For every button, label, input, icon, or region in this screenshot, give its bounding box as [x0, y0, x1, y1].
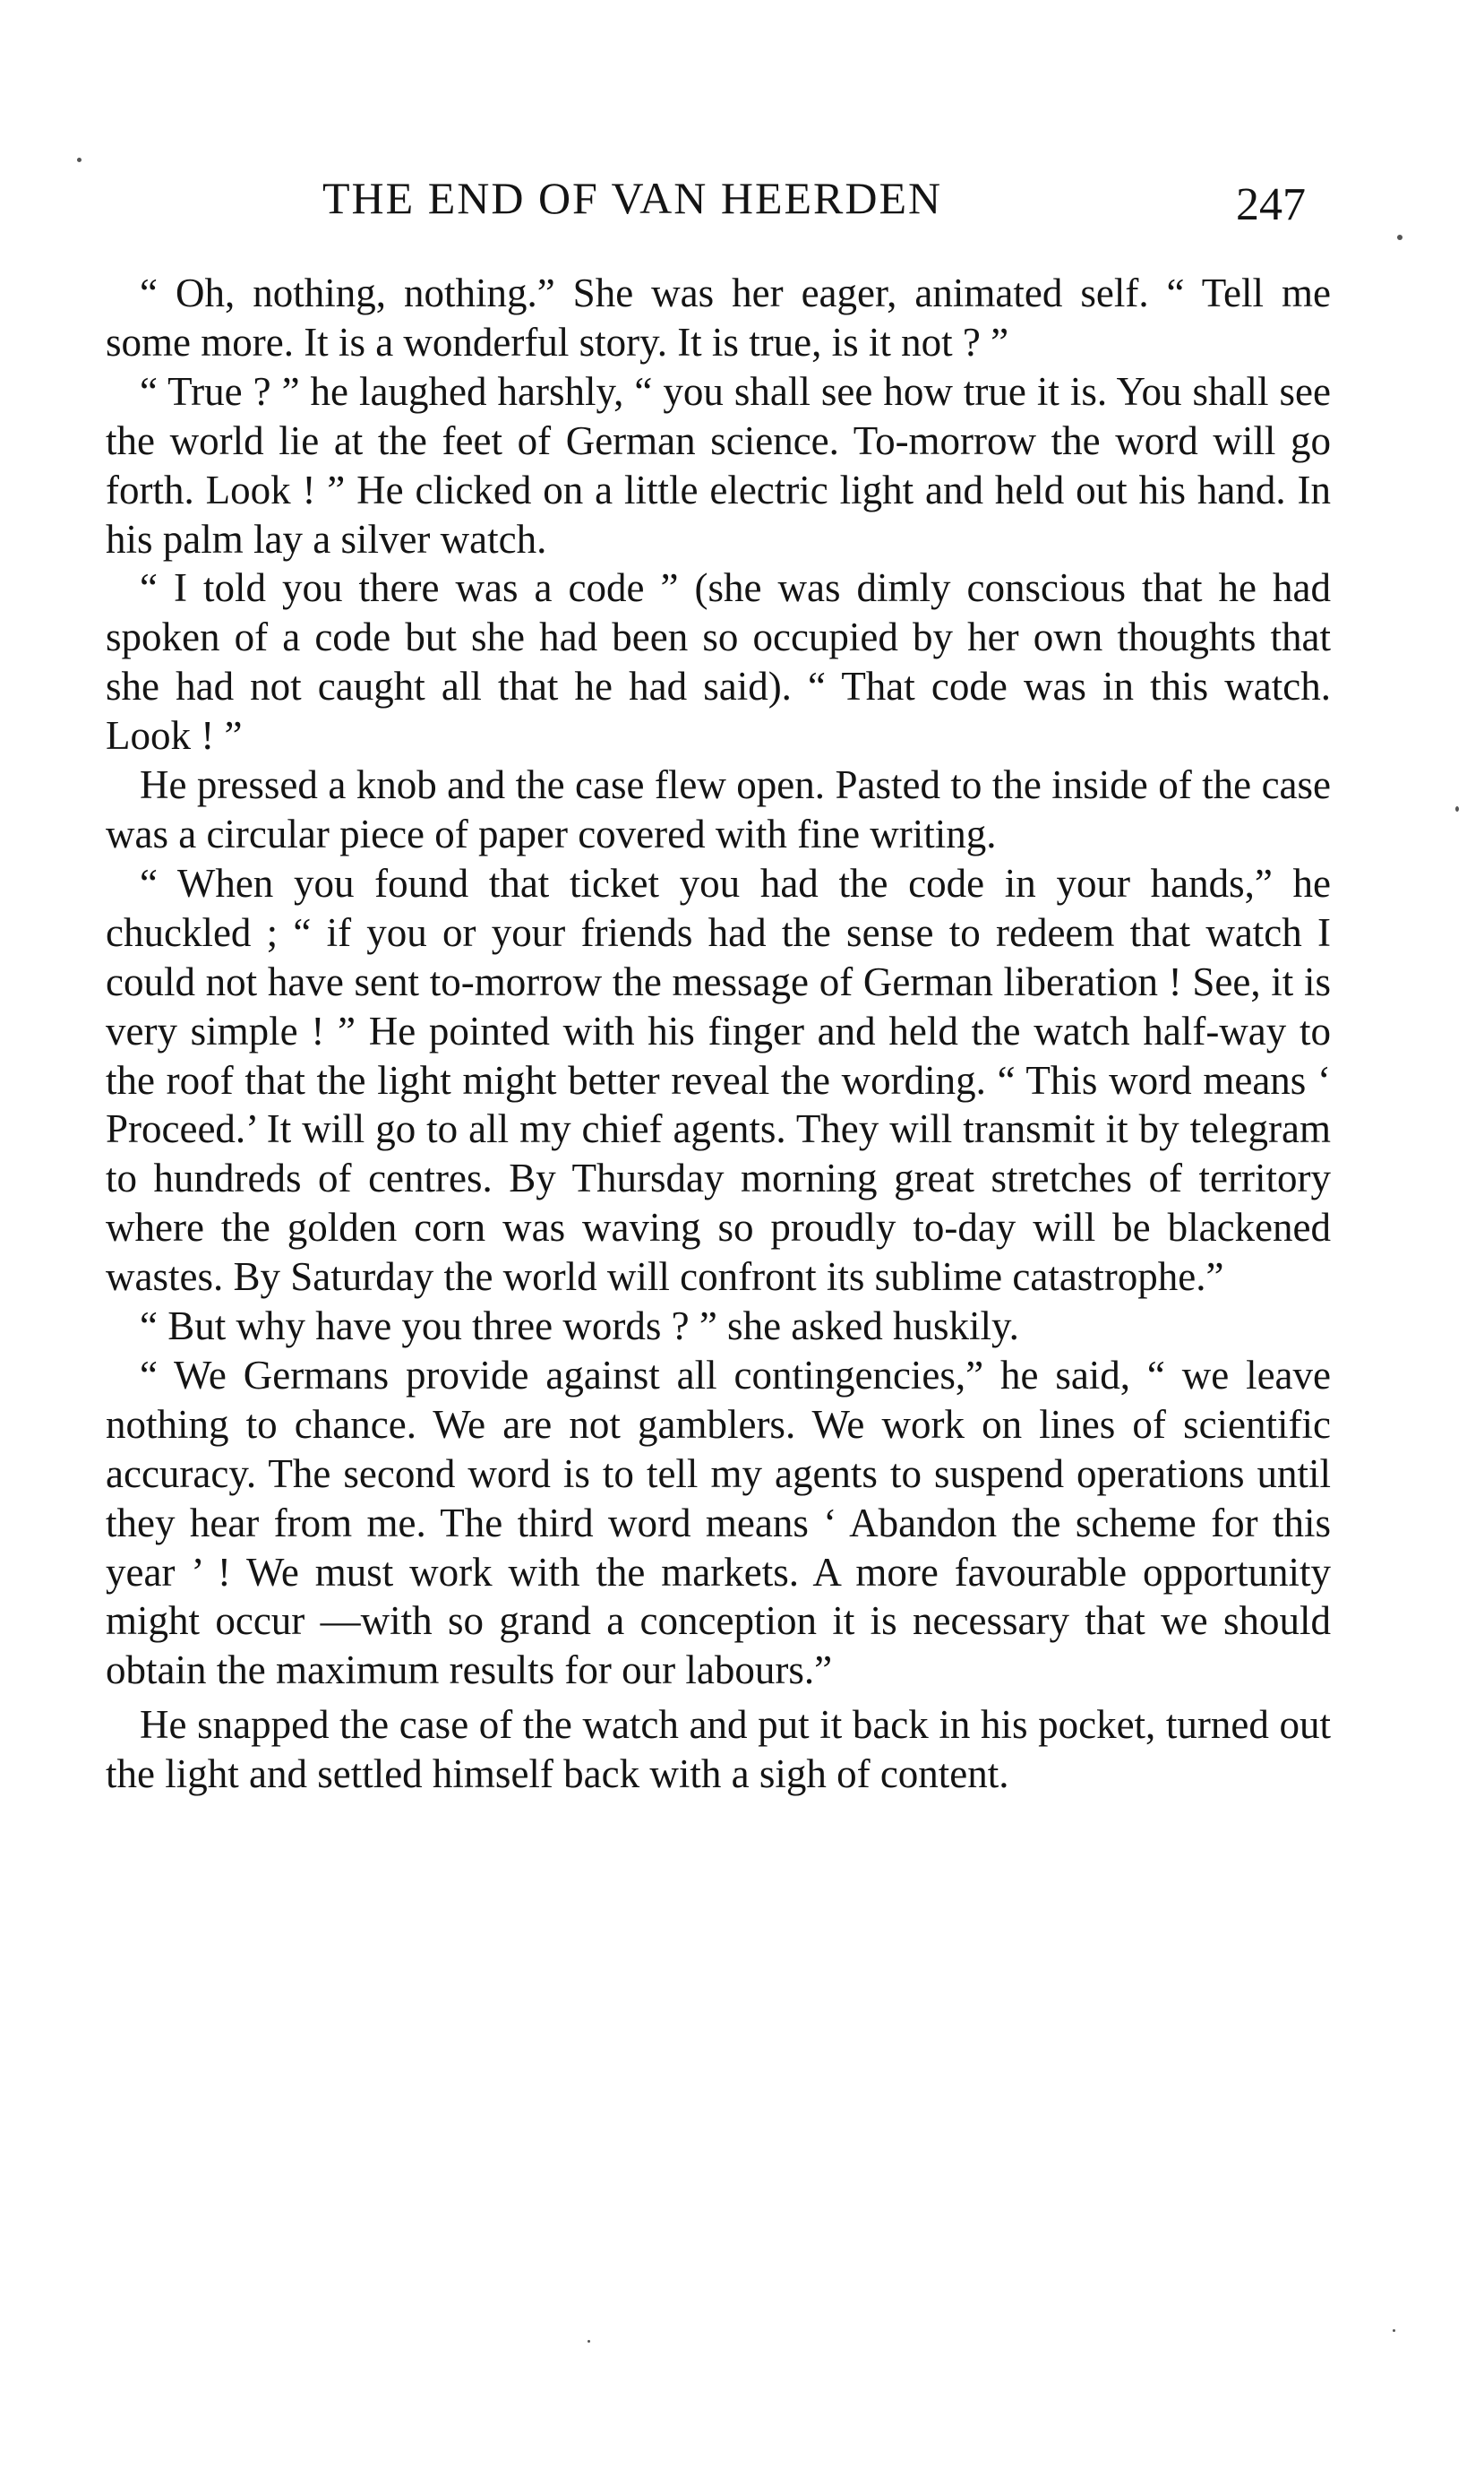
page-number: 247	[1236, 179, 1306, 230]
scan-speck	[1455, 806, 1459, 812]
paragraph-5: “ When you found that ticket you had the code in your hands,” he chuckled ; “ if you or your friends had the sense to redeem that watch I could not have sent to-morrow the message of German liberation ! See, it is very simple ! ” He pointed with his finger and held the watch half-way to the roof that the light might better reveal the wording. “ This word means ‘ Proceed.’ It will go to all my chief agents. They will transmit it by telegram to hundreds of centres. By Thursday morning great stretches of territory where the golden corn was waving so proudly to-day will be blackened wastes. By Saturday the world will confront its sublime catastrophe.”	[106, 860, 1331, 1300]
running-head	[0, 167, 1484, 229]
body-text	[106, 269, 1331, 1799]
scan-speck	[1397, 235, 1403, 240]
scan-speck	[77, 158, 81, 162]
paragraph-6: “ But why have you three words ? ” she asked huskily.	[140, 1303, 1019, 1349]
running-title: THE END OF VAN HEERDEN	[322, 173, 943, 223]
scan-speck	[1393, 2329, 1395, 2332]
paragraph-4: He pressed a knob and the case flew open. Pasted to the inside of the case was a circular piece of paper covered with fine writing.	[106, 762, 1331, 856]
paragraph-8: He snapped the case of the watch and put it back in his pocket, turned out the light and settled himself back with a sigh of content.	[106, 1702, 1331, 1797]
paragraph-7: “ We Germans provide against all contingencies,” he said, “ we leave nothing to chance. We are not gamblers. We work on lines of scientific accuracy. The second word is to tell my agents to suspend operations until they hear from me. The third word means ‘ Abandon the scheme for this year ’ ! We must work with the markets. A more favourable opportunity might occur —with so grand a conception it is necessary that we should obtain the maximum results for our labours.”	[106, 1352, 1331, 1693]
paragraph-3: “ I told you there was a code ” (she was dimly conscious that he had spoken of a code but she had been so occupied by her own thoughts that she had not caught all that he had said). “ That code was in this watch. Look ! ”	[106, 565, 1331, 759]
paragraph-1: “ Oh, nothing, nothing.” She was her eager, animated self. “ Tell me some more. It is a wonderful story. It is true, is it not ? ”	[106, 271, 1331, 365]
paragraph-2: “ True ? ” he laughed harshly, “ you shall see how true it is. You shall see the world lie at the feet of German science. To-morrow the word will go forth. Look ! ” He clicked on a little electric light and held out his hand. In his palm lay a silver watch.	[106, 368, 1331, 562]
scan-speck	[588, 2340, 590, 2343]
